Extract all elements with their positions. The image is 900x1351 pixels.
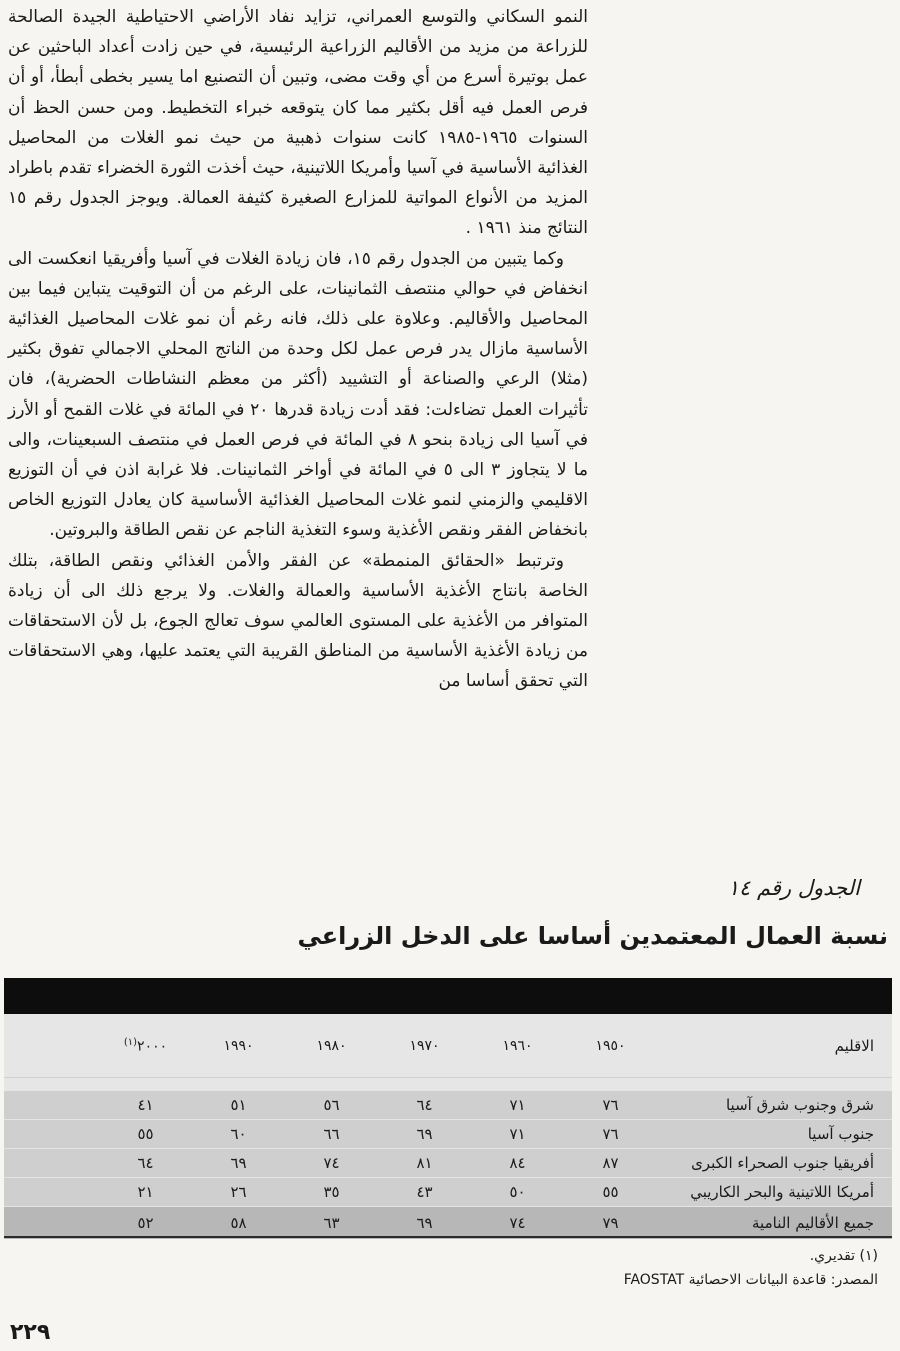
table-cell: ٤٣	[416, 1183, 433, 1201]
table-cell: ٧١	[509, 1096, 526, 1114]
column-header-year-last	[99, 1037, 192, 1055]
table-cell: ٦٤	[137, 1154, 154, 1172]
table-cell: ٨٧	[602, 1154, 619, 1172]
row-region: شرق وجنوب شرق آسيا	[725, 1096, 874, 1114]
table-cell: ٦٤	[416, 1096, 433, 1114]
table-cell: ٨١	[416, 1154, 433, 1172]
table-cell: ٥١	[230, 1096, 247, 1114]
table-cell: ٢٦	[230, 1183, 247, 1201]
column-header-year: ١٩٥٠	[595, 1037, 626, 1054]
data-table	[4, 978, 892, 1239]
column-header-year: ١٩٨٠	[316, 1037, 347, 1054]
row-region: أمريكا اللاتينية والبحر الكاريبي	[690, 1183, 874, 1201]
table-cell: ٥٦	[323, 1096, 340, 1114]
paragraph: وكما يتبين من الجدول رقم ١٥، فان زيادة الغلات في آسيا وأفريقيا انعكست الى انخفاض في حوالي منتصف الثمانينات، على الرغم من أن التوقيت يتباين فيما بين المحاصيل والأقاليم. وعلاوة على ذلك، فانه رغم أن نمو غلات المحاصيل الغذائية الأساسية مازال يدر فرص عمل لكل وحدة من الناتج المحلي الاجمالي تفوق بكثير (مثلا) الرعي والصناعة أو التشييد (أكثر من معظم النشاطات الحضرية)، فان تأثيرات العمل تضاءلت: فقد أدت زيادة قدرها ٢٠ في المائة في غلات القمح أو الأرز في آسيا الى زيادة بنحو ٨ في المائة في فرص العمل في منتصف السبعينات، والى ما لا يتجاوز ٣ الى ٥ في المائة في أواخر الثمانينات. فلا غرابة اذن في أن التوزيع الاقليمي والزمني لنمو غلات المحاصيل الغذائية الأساسية كان يعادل التوزيع الخاص بانخفاض الفقر ونقص الأغذية وسوء التغذية الناجم عن نقص الطاقة والبروتين.	[8, 248, 588, 541]
footnote-marker: (١)	[123, 1036, 138, 1048]
table-row	[4, 1177, 892, 1206]
table-cell: ٧٤	[323, 1154, 340, 1172]
row-region: جميع الأقاليم النامية	[752, 1214, 874, 1232]
column-header-year: ١٩٧٠	[409, 1037, 440, 1054]
table-cell: ٣٥	[323, 1183, 340, 1201]
table-cell: ٥٨	[230, 1214, 247, 1232]
table-row	[4, 1148, 892, 1177]
table-cell: ٦٩	[416, 1214, 433, 1232]
table-header-row	[4, 1014, 892, 1078]
table-cell: ٦٦	[323, 1125, 340, 1143]
column-header-year: ١٩٩٠	[223, 1037, 254, 1054]
row-region: أفريقيا جنوب الصحراء الكبرى	[691, 1154, 874, 1172]
table-cell: ٥٥	[602, 1183, 619, 1201]
column-header-year: ٢٠٠٠	[137, 1038, 168, 1055]
table-notes	[624, 1244, 878, 1292]
table-cell: ٢١	[137, 1183, 154, 1201]
table-caption: الجدول رقم ١٤	[727, 876, 860, 900]
table-row	[4, 1119, 892, 1148]
table-total-row	[4, 1206, 892, 1239]
table-cell: ٦٩	[416, 1125, 433, 1143]
table-cell: ٦٣	[323, 1214, 340, 1232]
column-header-year: ١٩٦٠	[502, 1037, 533, 1054]
table-cell: ٥٥	[137, 1125, 154, 1143]
table-cell: ٦٠	[230, 1125, 247, 1143]
table-cell: ٧٦	[602, 1096, 619, 1114]
column-header-region: الاقليم	[834, 1036, 874, 1055]
table-cell: ٧٩	[602, 1214, 619, 1232]
paragraph: النمو السكاني والتوسع العمراني، تزايد نفاد الأراضي الاحتياطية الجيدة الصالحة للزراعة من مزيد من الأقاليم الزراعية الرئيسية، في حين زادت أعداد الباحثين عن عمل بوتيرة أسرع من أي وقت مضى، وتبين أن التصنيع اما يسير بخطى أبطأ، أو أن فرص العمل فيه أقل بكثير مما كان يتوقعه خبراء التخطيط. ومن حسن الحظ أن السنوات ١٩٦٥-١٩٨٥ كانت سنوات ذهبية من حيث نمو الغلات من المحاصيل الغذائية الأساسية في آسيا وأمريكا اللاتينية، حيث أخذت الثورة الخضراء تقدم باطراد المزيد من الأنواع المواتية للمزارع الصغيرة كثيفة العمالة. ويوجز الجدول رقم ١٥ النتائج منذ ١٩٦١ .	[8, 7, 588, 239]
footnote: (١) تقديري.	[809, 1248, 878, 1264]
page-number: ٢٢٩	[10, 1320, 51, 1345]
table-cell: ٧٦	[602, 1125, 619, 1143]
body-text	[8, 2, 588, 697]
table-bottom-rule	[4, 1236, 892, 1238]
row-region: جنوب آسيا	[807, 1125, 874, 1143]
source-note: المصدر: قاعدة البيانات الاحصائية FAOSTAT	[623, 1272, 878, 1288]
table-spacer	[4, 1078, 892, 1090]
table-cell: ٦٩	[230, 1154, 247, 1172]
table-cell: ٧٤	[509, 1214, 526, 1232]
table-cell: ٥٢	[137, 1214, 154, 1232]
table-cell: ٨٤	[509, 1154, 526, 1172]
table-cell: ٤١	[137, 1096, 154, 1114]
table-cell: ٥٠	[509, 1183, 526, 1201]
table-cell: ٧١	[509, 1125, 526, 1143]
table-title: نسبة العمال المعتمدين أساسا على الدخل الزراعي	[297, 922, 888, 950]
paragraph: وترتبط «الحقائق المنمطة» عن الفقر والأمن الغذائي ونقص الطاقة، بتلك الخاصة بانتاج الأغذية الأساسية والعمالة والغلات. ولا يرجع ذلك الى أن زيادة المتوافر من الأغذية على المستوى العالمي سوف تعالج الجوع، بل لأن الاستحقاقات من زيادة الأغذية الأساسية من المناطق القريبة التي يعتمد عليها، وهي الاستحقاقات التي تحقق أساسا من	[8, 550, 588, 692]
table-row	[4, 1090, 892, 1119]
table-header-bar	[4, 978, 892, 1014]
